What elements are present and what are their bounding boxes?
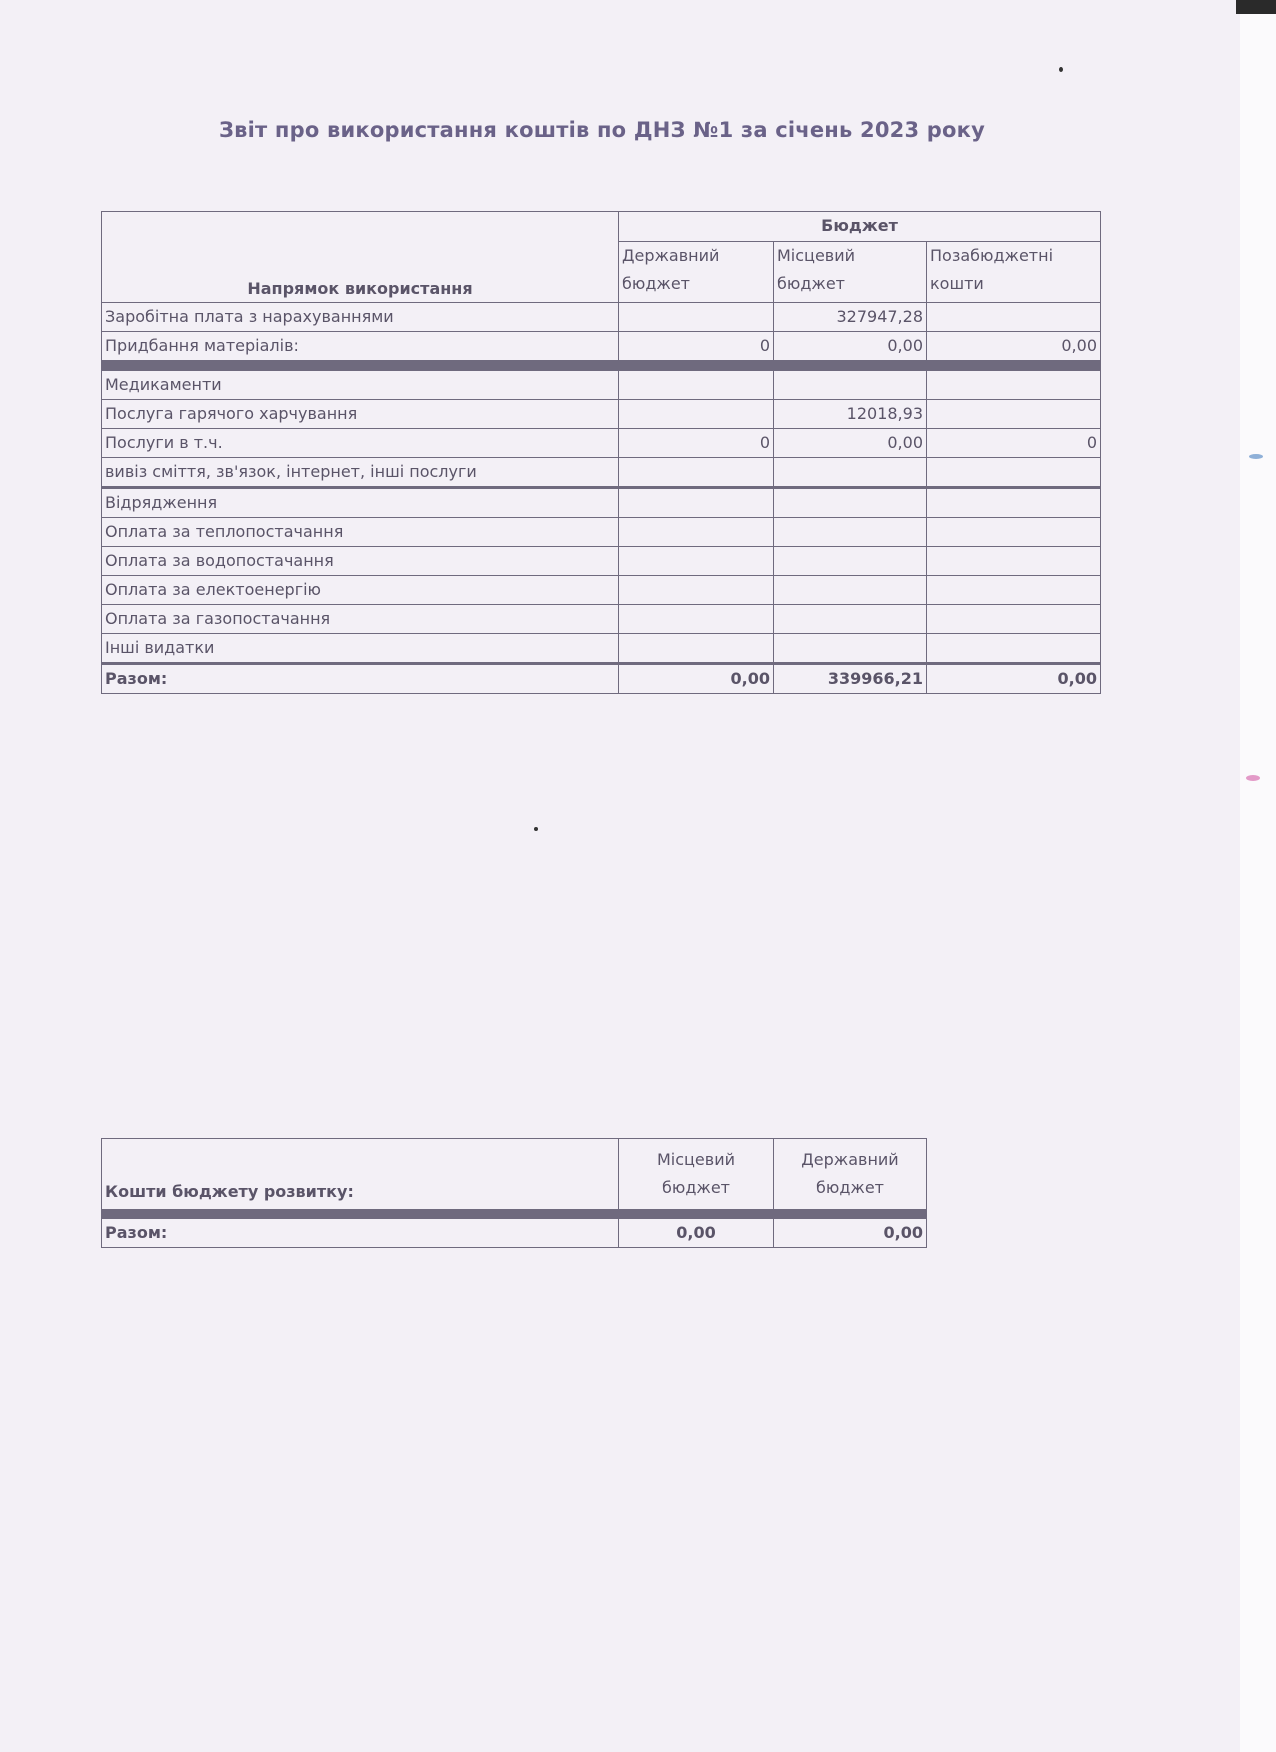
table-row bbox=[102, 576, 1101, 605]
row-extra bbox=[927, 605, 1101, 634]
local-budget-header: Місцевий бюджет bbox=[774, 241, 927, 302]
table-row bbox=[102, 332, 1101, 361]
row-extra: 0 bbox=[927, 429, 1101, 458]
expenses-table bbox=[101, 211, 1101, 694]
total-local: 339966,21 bbox=[774, 664, 927, 694]
budget-header: Бюджет bbox=[619, 212, 1101, 242]
row-state bbox=[619, 371, 774, 400]
row-extra bbox=[927, 634, 1101, 664]
row-state bbox=[619, 547, 774, 576]
extra-budget-header: Позабюджетні кошти bbox=[927, 241, 1101, 302]
report-title: Звіт про використання коштів по ДНЗ №1 за січень 2023 року bbox=[219, 118, 985, 142]
row-state bbox=[619, 400, 774, 429]
table-row bbox=[102, 547, 1101, 576]
row-extra bbox=[927, 489, 1101, 518]
dev-state-header: Державний бюджет bbox=[774, 1139, 927, 1210]
row-extra bbox=[927, 400, 1101, 429]
scan-speck bbox=[1246, 775, 1260, 781]
scan-speck bbox=[1249, 454, 1263, 459]
dev-total-local: 0,00 bbox=[619, 1218, 774, 1248]
state-budget-header: Державний бюджет bbox=[619, 241, 774, 302]
table-row bbox=[102, 429, 1101, 458]
row-extra bbox=[927, 576, 1101, 605]
row-state: 0 bbox=[619, 332, 774, 361]
table-row bbox=[102, 458, 1101, 487]
table-row bbox=[102, 605, 1101, 634]
row-state bbox=[619, 489, 774, 518]
scan-corner-mark bbox=[1236, 0, 1276, 14]
row-state bbox=[619, 576, 774, 605]
total-extra: 0,00 bbox=[927, 664, 1101, 694]
row-label: вивіз сміття, зв'язок, інтернет, інші послуги bbox=[102, 458, 619, 487]
row-label: Інші видатки bbox=[102, 634, 619, 664]
row-state bbox=[619, 634, 774, 664]
row-state: 0 bbox=[619, 429, 774, 458]
dev-local-header: Місцевий бюджет bbox=[619, 1139, 774, 1210]
row-local: 327947,28 bbox=[774, 303, 927, 332]
row-extra: 0,00 bbox=[927, 332, 1101, 361]
row-local bbox=[774, 489, 927, 518]
table-row bbox=[102, 489, 1101, 518]
row-local bbox=[774, 576, 927, 605]
table-row bbox=[102, 371, 1101, 400]
row-label: Заробітна плата з нарахуваннями bbox=[102, 303, 619, 332]
total-label: Разом: bbox=[102, 664, 619, 694]
row-label: Медикаменти bbox=[102, 371, 619, 400]
row-local: 0,00 bbox=[774, 332, 927, 361]
table-row bbox=[102, 518, 1101, 547]
row-state bbox=[619, 458, 774, 487]
row-local bbox=[774, 634, 927, 664]
row-label: Придбання матеріалів: bbox=[102, 332, 619, 361]
row-extra bbox=[927, 371, 1101, 400]
table-row bbox=[102, 634, 1101, 664]
total-state: 0,00 bbox=[619, 664, 774, 694]
row-extra bbox=[927, 458, 1101, 487]
row-local bbox=[774, 605, 927, 634]
row-label: Оплата за водопостачання bbox=[102, 547, 619, 576]
scan-speck bbox=[534, 827, 538, 831]
page-right-edge bbox=[1240, 0, 1276, 1752]
row-local bbox=[774, 518, 927, 547]
row-label: Відрядження bbox=[102, 489, 619, 518]
row-state bbox=[619, 518, 774, 547]
development-header: Кошти бюджету розвитку: bbox=[102, 1139, 619, 1210]
row-label: Оплата за газопостачання bbox=[102, 605, 619, 634]
direction-header: Напрямок використання bbox=[102, 212, 619, 303]
row-extra bbox=[927, 303, 1101, 332]
table-row bbox=[102, 303, 1101, 332]
row-local bbox=[774, 371, 927, 400]
table-row bbox=[102, 400, 1101, 429]
row-extra bbox=[927, 547, 1101, 576]
dev-total-label: Разом: bbox=[102, 1218, 619, 1248]
dev-total-state: 0,00 bbox=[774, 1218, 927, 1248]
row-label: Оплата за теплопостачання bbox=[102, 518, 619, 547]
row-local bbox=[774, 547, 927, 576]
row-state bbox=[619, 605, 774, 634]
row-label: Послуга гарячого харчування bbox=[102, 400, 619, 429]
row-label: Послуги в т.ч. bbox=[102, 429, 619, 458]
development-budget-table bbox=[101, 1138, 927, 1248]
scan-speck bbox=[1059, 67, 1063, 72]
row-local bbox=[774, 458, 927, 487]
row-state bbox=[619, 303, 774, 332]
row-extra bbox=[927, 518, 1101, 547]
row-label: Оплата за електоенергію bbox=[102, 576, 619, 605]
row-local: 0,00 bbox=[774, 429, 927, 458]
row-local: 12018,93 bbox=[774, 400, 927, 429]
